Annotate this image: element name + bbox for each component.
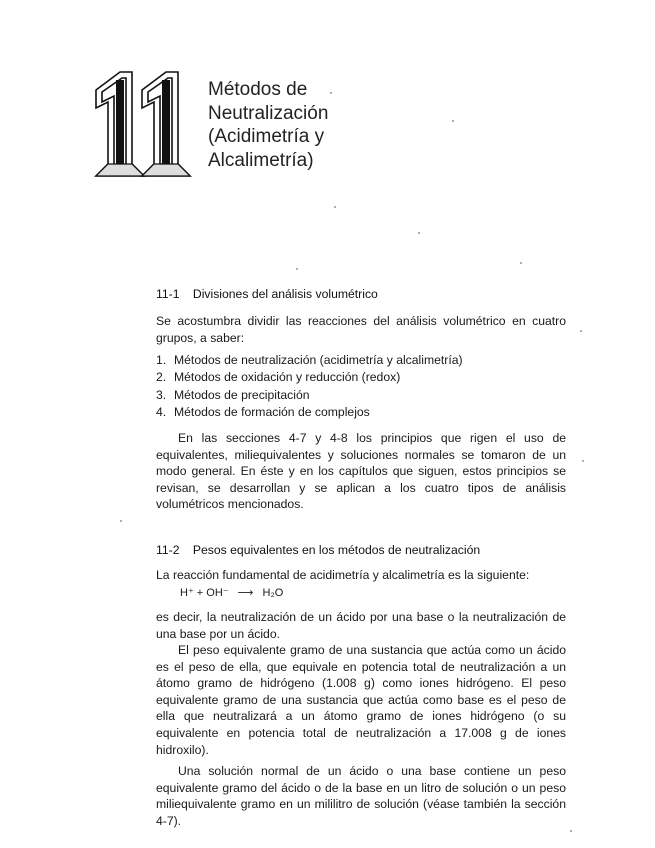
digit-one-right-fill [162, 80, 170, 164]
list-item: 4. Métodos de formación de complejos [156, 405, 370, 420]
scan-speck [452, 120, 454, 122]
scan-speck [296, 268, 298, 270]
digit-one-left-shade [96, 164, 144, 176]
chapter-title-line: Neutralización [208, 102, 329, 124]
list-item: 2. Métodos de oxidación y reducción (redox) [156, 370, 401, 385]
chapter-title [208, 78, 408, 172]
digit-one-left-fill [116, 80, 124, 164]
section-title: Pesos equivalentes en los métodos de neutralización [192, 543, 481, 557]
equation-reactants: H⁺ + OH⁻ [180, 587, 229, 599]
scan-speck [582, 460, 584, 462]
section-heading-11-2 [156, 543, 480, 557]
scan-speck [580, 330, 582, 332]
scan-speck [330, 92, 332, 94]
section-1-paragraph: En las secciones 4-7 y 4-8 los principios que rigen el uso de equivalentes, miliequivalentes y soluciones normales se tomaron de un modo general. En éste y en los capítulos que siguen, estos principios se revisan, se desarrollan y se aplican a los cuatro tipos de análisis volumétricos mencionados. [156, 431, 566, 512]
methods-list [156, 352, 463, 422]
scan-speck [418, 232, 420, 234]
section-2-paragraph-2: El peso equivalente gramo de una sustancia que actúa como un ácido es el peso de ella, que equivale en potencia total de neutralización a un átomo gramo de hidrógeno (1.008 g) como iones hidrógeno. El peso equivalente gramo de una sustancia que actúa como base es el peso de ella que neutralizará a un átomo gramo de iones hidrógeno (o su equivalente en potencia total de neutralización a 17.008 g de iones hidroxilo). [156, 643, 566, 757]
chapter-title-line: Alcalimetría) [208, 149, 314, 171]
section-number: 11-1 [156, 287, 180, 301]
equation-product: H₂O [262, 587, 284, 599]
list-item: 1. Métodos de neutralización (acidimetría y alcalimetría) [156, 353, 463, 367]
digit-one-right-shade [142, 164, 190, 176]
neutralization-equation [180, 586, 283, 599]
section-2-paragraph-1: es decir, la neutralización de un ácido por una base o la neutralización de una base por un ácido. [156, 610, 566, 641]
chapter-title-line: Métodos de [208, 79, 308, 100]
scan-speck [120, 520, 122, 522]
chapter-title-line: (Acidimetría y [208, 126, 325, 147]
section-2-intro: La reacción fundamental de acidimetría y alcalimetría es la siguiente: [156, 568, 530, 582]
section-2-paragraph-3: Una solución normal de un ácido o una base contiene un peso equivalente gramo del ácido o de la base en un litro de solución o un peso miliequivalente gramo en un mililitro de solución (véase también la sección 4-7). [156, 764, 566, 828]
scan-speck [520, 262, 522, 264]
scan-speck [334, 206, 336, 208]
list-item: 3. Métodos de precipitación [156, 387, 310, 402]
section-1-intro: Se acostumbra dividir las reacciones del análisis volumétrico en cuatro grupos, a saber: [156, 314, 566, 345]
section-heading-11-1 [156, 287, 378, 301]
section-number: 11-2 [156, 543, 180, 557]
section-title: Divisiones del análisis volumétrico [192, 287, 378, 301]
chapter-number-graphic [92, 68, 194, 180]
scan-speck [570, 830, 572, 832]
reaction-arrow-icon: ⟶ [237, 587, 254, 599]
